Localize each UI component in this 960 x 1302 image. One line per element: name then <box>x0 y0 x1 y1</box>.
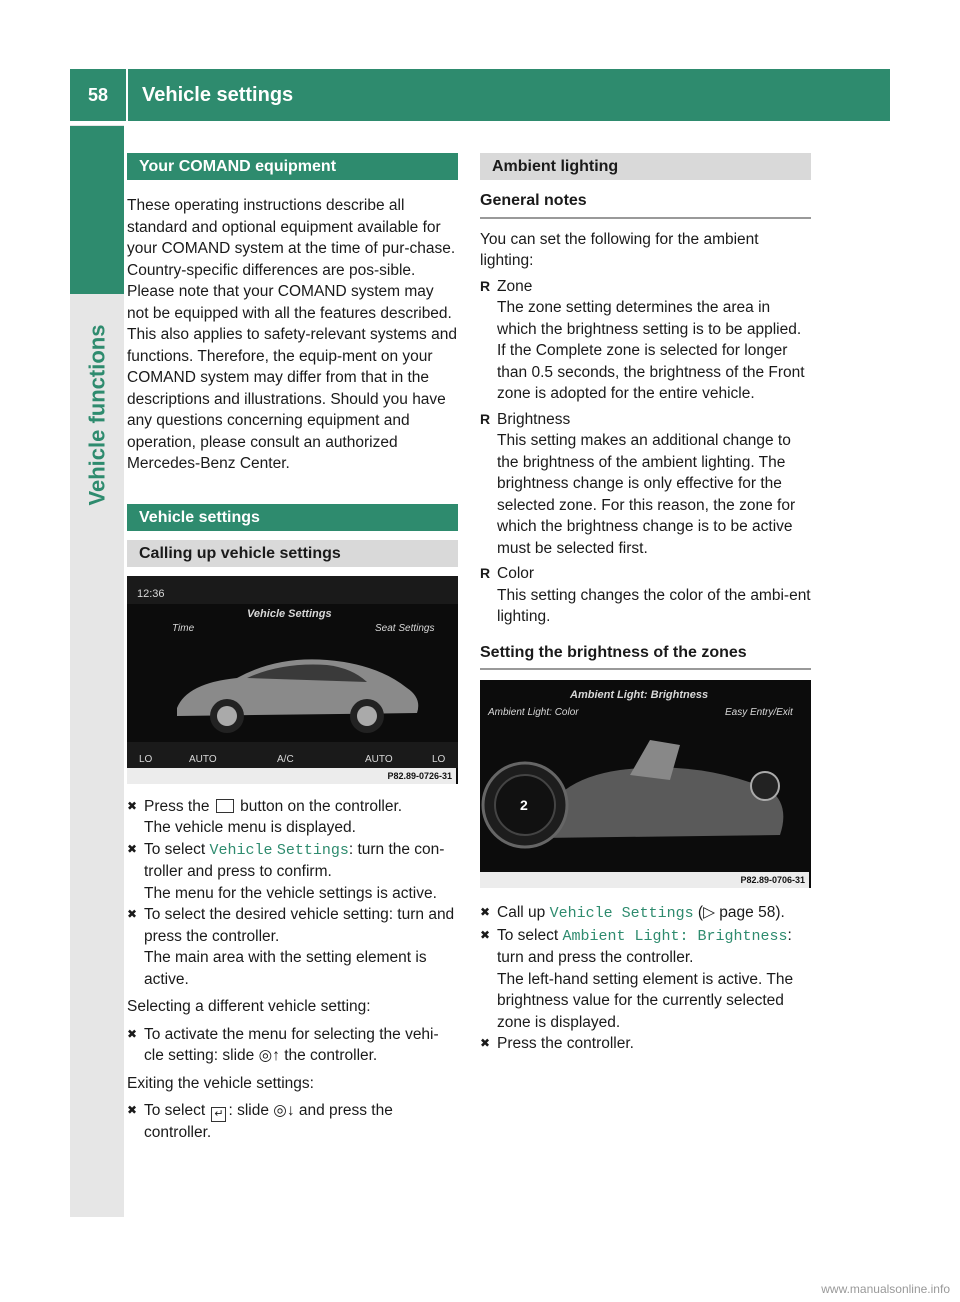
section-your-comand-equipment: Your COMAND equipment <box>127 153 458 180</box>
screen-menu-right: Seat Settings <box>375 622 435 634</box>
bullet-brightness: R Brightness This setting makes an additional change to the brightness of the ambient lighting. The brightness change is only effective for the selected zone. For this reason, the zone for which the brightness change is to be active must be selected first. <box>480 410 796 557</box>
header-divider <box>126 69 128 121</box>
section-ambient-lighting: Ambient lighting <box>480 153 811 180</box>
footer-watermark: www.manualsonline.info <box>821 1282 950 1296</box>
ambient-brightness-screenshot <box>480 680 811 888</box>
figure-code: P82.89-0706-31 <box>480 872 809 888</box>
interior-illustration <box>480 720 811 860</box>
step-arrow-icon: ✖ <box>480 905 491 919</box>
step-arrow-icon: ✖ <box>127 907 138 921</box>
climate-lo-right: LO <box>432 753 446 765</box>
left-column <box>127 153 458 1144</box>
bullet-zone: R Zone The zone setting determines the area in which the brightness setting is to be applied. If the Complete zone is selected for longer than 0.5 seconds, the brightness of the Front zone is adopted for the entire vehicle. <box>480 277 805 402</box>
step-select-ambient-brightness: ✖ To select Ambient Light: Brightness: turn and press the controller. The left-hand setting element is active. The brightness value for the currently selected zone is displayed. <box>480 926 794 1031</box>
climate-ac: A/C <box>277 753 294 765</box>
step-press-car-button: ✖ Press the button on the controller. The vehicle menu is displayed. <box>127 797 403 836</box>
step-press-controller: ✖ Press the controller. <box>480 1033 811 1055</box>
sidebar-label: Vehicle functions <box>84 324 109 506</box>
screen-time: 12:36 <box>137 587 165 600</box>
step-arrow-icon: ✖ <box>480 927 491 942</box>
car-button-icon <box>216 799 234 813</box>
car-illustration <box>167 638 427 738</box>
step-arrow-icon: ✖ <box>127 798 138 813</box>
figure-code: P82.89-0726-31 <box>127 768 456 784</box>
step-exit: ✖ To select ↵ : slide ◎↓ and press the controller. <box>127 1102 393 1141</box>
right-column <box>480 153 811 1055</box>
subhead-setting-brightness: Setting the brightness of the zones <box>480 642 811 671</box>
step-select-setting: ✖ To select the desired vehicle setting: turn and press the controller. The main area with the setting element is active. <box>127 906 455 988</box>
climate-auto-right: AUTO <box>365 753 393 765</box>
screen-menu-left: Ambient Light: Color <box>488 707 579 718</box>
step-arrow-icon: ✖ <box>127 841 138 856</box>
step-select-vehicle-settings: ✖ To select Vehicle Settings: turn the con-troller and press to confirm. The menu for the vehicle settings is active. <box>127 840 445 902</box>
page-title: Vehicle settings <box>142 83 294 106</box>
step-activate-menu: ✖ To activate the menu for selecting the vehi-cle setting: slide ◎↑ the controller. <box>127 1025 439 1064</box>
step-arrow-icon: ✖ <box>127 1026 138 1041</box>
page-number: 58 <box>87 84 109 105</box>
controller-slide-down-icon: ◎↓ <box>273 1102 295 1119</box>
section-calling-up-vehicle-settings: Calling up vehicle settings <box>127 540 458 567</box>
climate-auto-left: AUTO <box>189 753 217 765</box>
bullet-color: R Color This setting changes the color of the ambi-ent lighting. <box>480 565 811 625</box>
controller-slide-up-icon: ◎↑ <box>258 1047 280 1064</box>
screen-menu-left: Time <box>172 622 195 634</box>
vehicle-settings-screenshot <box>127 576 458 784</box>
page-header <box>70 69 890 121</box>
sidebar-block <box>70 126 124 294</box>
step-call-up-vehicle-settings: ✖ Call up Vehicle Settings (▷ page 58). <box>480 904 785 922</box>
screen-title: Ambient Light: Brightness <box>570 689 709 701</box>
comand-equipment-text: These operating instructions describe all standard and optional equipment available for your COMAND system at the time of pur-chase. Country-specific differences are pos-sible. Please note that your COMAND system may not be equipped with all the features described. This also applies to safety-relevant systems and functions. Therefore, the equip-ment on your COMAND system may differ from that in the descriptions and illustrations. Should you have any questions concerning equipment and operation, please consult an authorized Mercedes-Benz Center. <box>127 197 457 472</box>
step-arrow-icon: ✖ <box>127 1103 138 1117</box>
section-vehicle-settings: Vehicle settings <box>127 504 458 531</box>
exiting-text: Exiting the vehicle settings: <box>127 1074 314 1092</box>
selecting-different-text: Selecting a different vehicle setting: <box>127 998 371 1015</box>
ambient-intro: You can set the following for the ambient lighting: <box>480 230 759 269</box>
screen-title: Vehicle Settings <box>247 607 332 620</box>
brightness-dial-value: 2 <box>520 797 528 813</box>
step-arrow-icon: ✖ <box>480 1036 491 1050</box>
subhead-general-notes: General notes <box>480 190 811 219</box>
climate-lo-left: LO <box>139 753 153 765</box>
back-icon: ↵ <box>211 1107 226 1122</box>
screen-menu-right: Easy Entry/Exit <box>725 707 793 718</box>
